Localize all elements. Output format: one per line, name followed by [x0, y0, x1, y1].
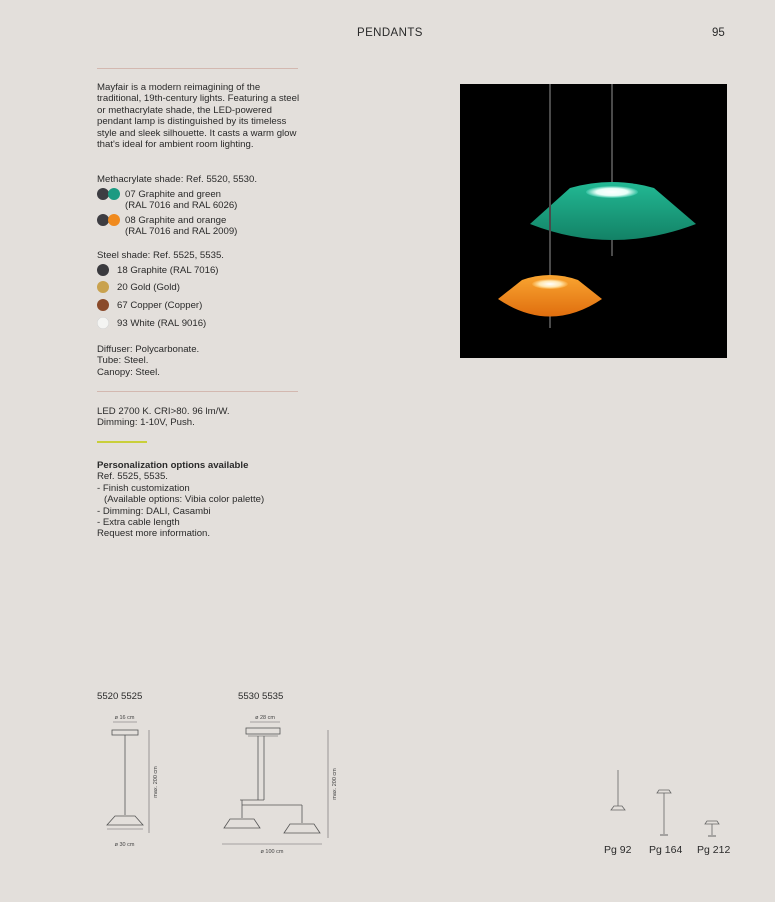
model-refs-single: 5520 5525 — [97, 691, 143, 702]
finish-08-name: 08 Graphite and orange — [125, 215, 227, 226]
shade-dim: ø 30 cm — [114, 842, 135, 848]
drawing-double-pendant — [218, 708, 348, 858]
swatch-pair-08 — [97, 214, 120, 226]
table-lamp-icon[interactable] — [702, 818, 722, 838]
canopy-dim: ø 28 cm — [255, 715, 275, 721]
canopy — [112, 730, 138, 735]
swatch-gold — [97, 281, 109, 293]
finish-07 — [97, 189, 237, 212]
intro-paragraph: Mayfair is a modern reimagining of the traditional, 19th-century lights. Featuring a steel or methacrylate shade, the LED-powered pendant lamp is distinguished by its timeless style and sleek silhouette. It casts a warm glow that's ideal for ambient room lighting. — [97, 82, 300, 151]
shade — [284, 824, 320, 833]
divider — [97, 391, 298, 392]
personalization-cable: - Extra cable length — [97, 517, 180, 529]
finish-67-label: 67 Copper (Copper) — [117, 300, 203, 311]
width-dim: ø 100 cm — [260, 849, 284, 855]
section-title: PENDANTS — [357, 27, 423, 39]
swatch-orange — [108, 214, 120, 226]
pendant-lamp-icon[interactable] — [608, 770, 628, 814]
finish-20 — [97, 282, 180, 293]
floor-lamp-icon[interactable] — [653, 786, 675, 838]
canopy-dim: ø 16 cm — [114, 715, 135, 721]
orange-shade-glow — [532, 279, 568, 289]
personalization-request: Request more information. — [97, 528, 211, 540]
swatch-graphite — [97, 264, 109, 276]
accent-bar — [97, 441, 147, 443]
material-diffuser: Diffuser: Polycarbonate. — [97, 344, 200, 355]
finish-08 — [97, 215, 237, 238]
material-tube: Tube: Steel. — [97, 355, 149, 367]
related-page-link[interactable]: Pg 92 — [604, 844, 632, 856]
related-page-link[interactable]: Pg 212 — [697, 844, 731, 856]
height-dim: max. 200 cm — [153, 766, 159, 798]
personalization-refs: Ref. 5525, 5535. — [97, 471, 168, 483]
swatch-white — [97, 317, 109, 329]
product-photo — [460, 84, 727, 358]
green-shade-glow — [586, 186, 638, 198]
personalization-block — [97, 460, 317, 540]
personalization-palette: (Available options: Vibia color palette) — [104, 494, 265, 506]
height-dim: max. 200 cm — [332, 768, 338, 800]
finish-67 — [97, 300, 202, 311]
finish-07-ral: (RAL 7016 and RAL 6026) — [125, 200, 238, 212]
canopy — [246, 728, 280, 734]
material-canopy: Canopy: Steel. — [97, 366, 160, 378]
finish-20-label: 20 Gold (Gold) — [117, 282, 180, 293]
dimming-spec: Dimming: 1-10V, Push. — [97, 417, 195, 429]
finish-93 — [97, 318, 206, 329]
finish-08-ral: (RAL 7016 and RAL 2009) — [125, 226, 238, 238]
swatch-pair-07 — [97, 188, 120, 200]
shade — [107, 816, 143, 825]
finish-93-label: 93 White (RAL 9016) — [117, 318, 207, 329]
divider — [97, 68, 298, 69]
swatch-green — [108, 188, 120, 200]
led-spec: LED 2700 K. CRI>80. 96 lm/W. — [97, 406, 230, 417]
finish-18-label: 18 Graphite (RAL 7016) — [117, 265, 219, 276]
personalization-title: Personalization options available — [97, 460, 249, 471]
personalization-dimming: - Dimming: DALI, Casambi — [97, 505, 211, 517]
model-refs-double: 5530 5535 — [238, 691, 284, 702]
swatch-copper — [97, 299, 109, 311]
steel-heading: Steel shade: Ref. 5525, 5535. — [97, 250, 224, 261]
finish-07-name: 07 Graphite and green — [125, 189, 222, 200]
materials-block — [97, 344, 199, 378]
drawing-single-pendant — [95, 708, 175, 858]
personalization-finish: - Finish customization — [97, 482, 190, 494]
page-number: 95 — [712, 27, 725, 39]
related-page-link[interactable]: Pg 164 — [649, 844, 683, 856]
finish-18 — [97, 265, 219, 276]
methacrylate-heading: Methacrylate shade: Ref. 5520, 5530. — [97, 174, 257, 185]
tech-specs — [97, 406, 230, 429]
shade — [224, 819, 260, 828]
